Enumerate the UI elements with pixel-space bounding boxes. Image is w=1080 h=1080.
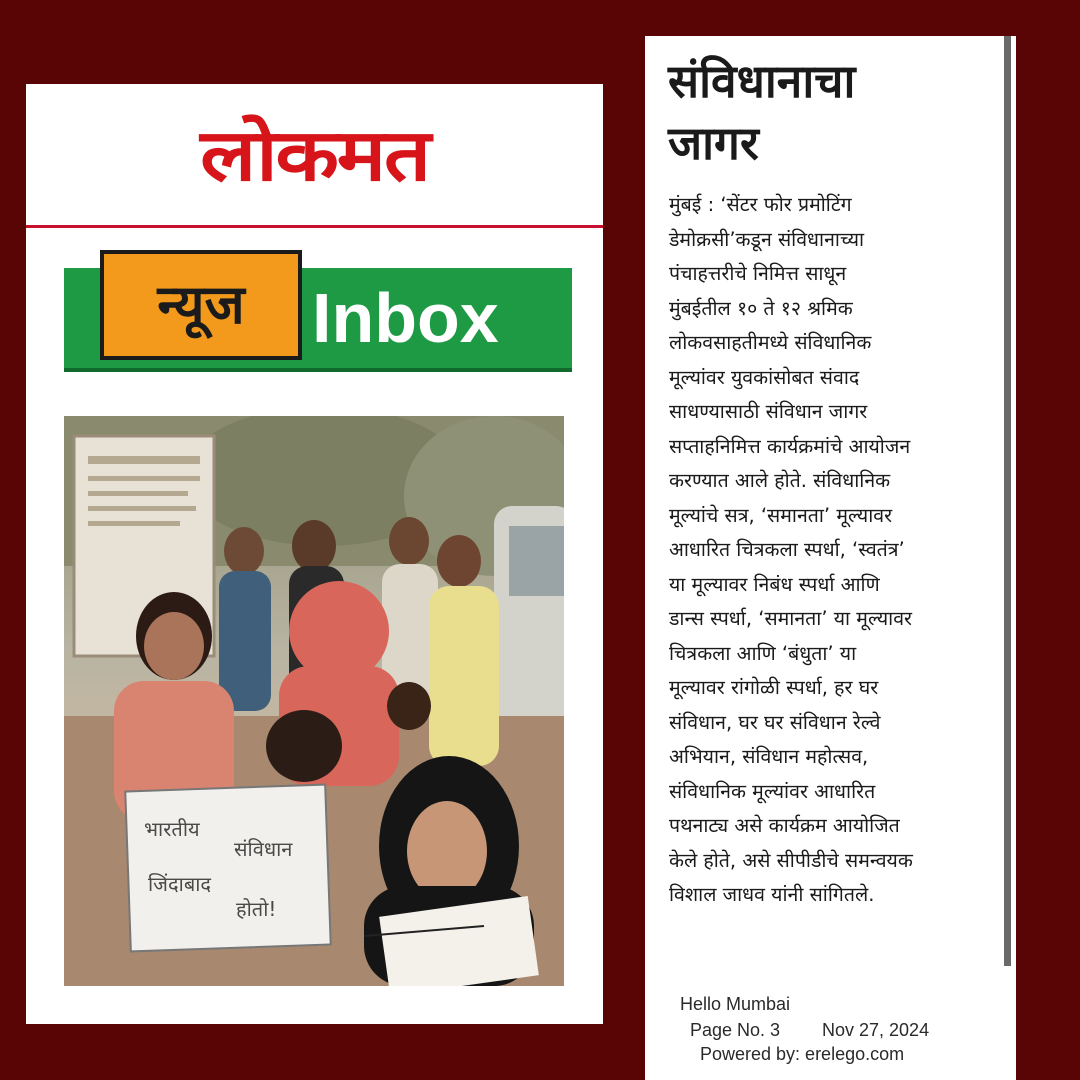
clipping-footer [645, 994, 1016, 1074]
photo-notice-line [88, 521, 180, 526]
article-line: साधण्यासाठी संविधान जागर [669, 400, 868, 423]
news-photo [64, 416, 564, 986]
photo-notice-line [88, 491, 188, 496]
article-line: संविधानिक मूल्यांवर आधारित [669, 779, 876, 803]
article-line: चित्रकला आणि ‘बंधुता’ या [669, 641, 857, 665]
footer-source: Hello Mumbai [680, 994, 791, 1014]
article-line: मूल्यावर रांगोळी स्पर्धा, हर घर [669, 676, 879, 699]
article-line: संविधान, घर घर संविधान रेल्वे [669, 710, 881, 734]
article-line: मुंबई : ‘सेंटर फोर प्रमोटिंग [669, 193, 852, 216]
masthead [26, 84, 603, 226]
photo-child-body [429, 586, 499, 766]
article-line: लोकवसाहतीमध्ये संविधानिक [669, 331, 872, 354]
photo-illustration [64, 416, 564, 986]
article-line: या मूल्यावर निबंध स्पर्धा आणि [669, 572, 880, 596]
article-line: मुंबईतील १० ते १२ श्रमिक [669, 296, 853, 320]
photo-child-head [437, 535, 481, 587]
photo-placard-text: संविधान [234, 837, 293, 861]
masthead-logo: लोकमत [200, 113, 429, 197]
news-inbox-banner [64, 262, 572, 370]
article-line: मूल्यांचे सत्र, ‘समानता’ मूल्यावर [669, 503, 893, 527]
footer-powered-by: Powered by: erelego.com [700, 1044, 905, 1064]
banner-news-label: न्यूज [157, 273, 245, 336]
photo-child-hair [266, 710, 342, 782]
article-line: आधारित चित्रकला स्पर्धा, ‘स्वतंत्र’ [669, 538, 905, 561]
newspaper-clipping-left [26, 84, 603, 1024]
photo-notice-line [88, 456, 200, 464]
photo-placard-text: भारतीय [144, 817, 200, 841]
photo-girl-face [144, 612, 204, 680]
banner-orange-box [100, 250, 302, 360]
article-body [669, 188, 1001, 913]
photo-car-window [509, 526, 564, 596]
article-line: डेमोक्रसी’कडून संविधानाच्या [669, 227, 865, 251]
article-line: पंचाहत्तरीचे निमित्त साधून [669, 262, 847, 285]
article-line: अभियान, संविधान महोत्सव, [669, 745, 869, 768]
article-line: मूल्यांवर युवकांसोबत संवाद [669, 365, 860, 389]
headline-line: जागर [668, 116, 759, 170]
article-line: केले होते, असे सीपीडीचे समन्वयक [669, 848, 913, 872]
footer-date: Nov 27, 2024 [822, 1020, 930, 1040]
headline-line: संविधानाचा [668, 54, 856, 108]
masthead-divider [26, 225, 603, 228]
photo-child-head [292, 520, 336, 572]
photo-notice-line [88, 476, 200, 481]
article-line: करण्यात आले होते. संविधानिक [669, 469, 891, 492]
article-line: पथनाट्य असे कार्यक्रम आयोजित [669, 814, 900, 837]
photo-child-body [219, 571, 271, 711]
article-headline [668, 50, 988, 174]
photo-boy-head [387, 682, 431, 730]
article-line: डान्स स्पर्धा, ‘समानता’ या मूल्यावर [669, 607, 913, 630]
footer-page-number: Page No. 3 [690, 1020, 781, 1040]
photo-child-head [389, 517, 429, 565]
photo-placard [125, 785, 330, 952]
banner-inbox-label: Inbox [312, 279, 499, 357]
photo-placard-text: जिंदाबाद [148, 872, 212, 896]
photo-child-head [224, 527, 264, 575]
photo-notice-line [88, 506, 196, 511]
article-line: विशाल जाधव यांनी सांगितले. [669, 883, 875, 906]
article-line: सप्ताहनिमित्त कार्यक्रमांचे आयोजन [669, 434, 911, 458]
photo-placard-text: होतो! [236, 897, 277, 921]
column-rule [1004, 36, 1011, 966]
